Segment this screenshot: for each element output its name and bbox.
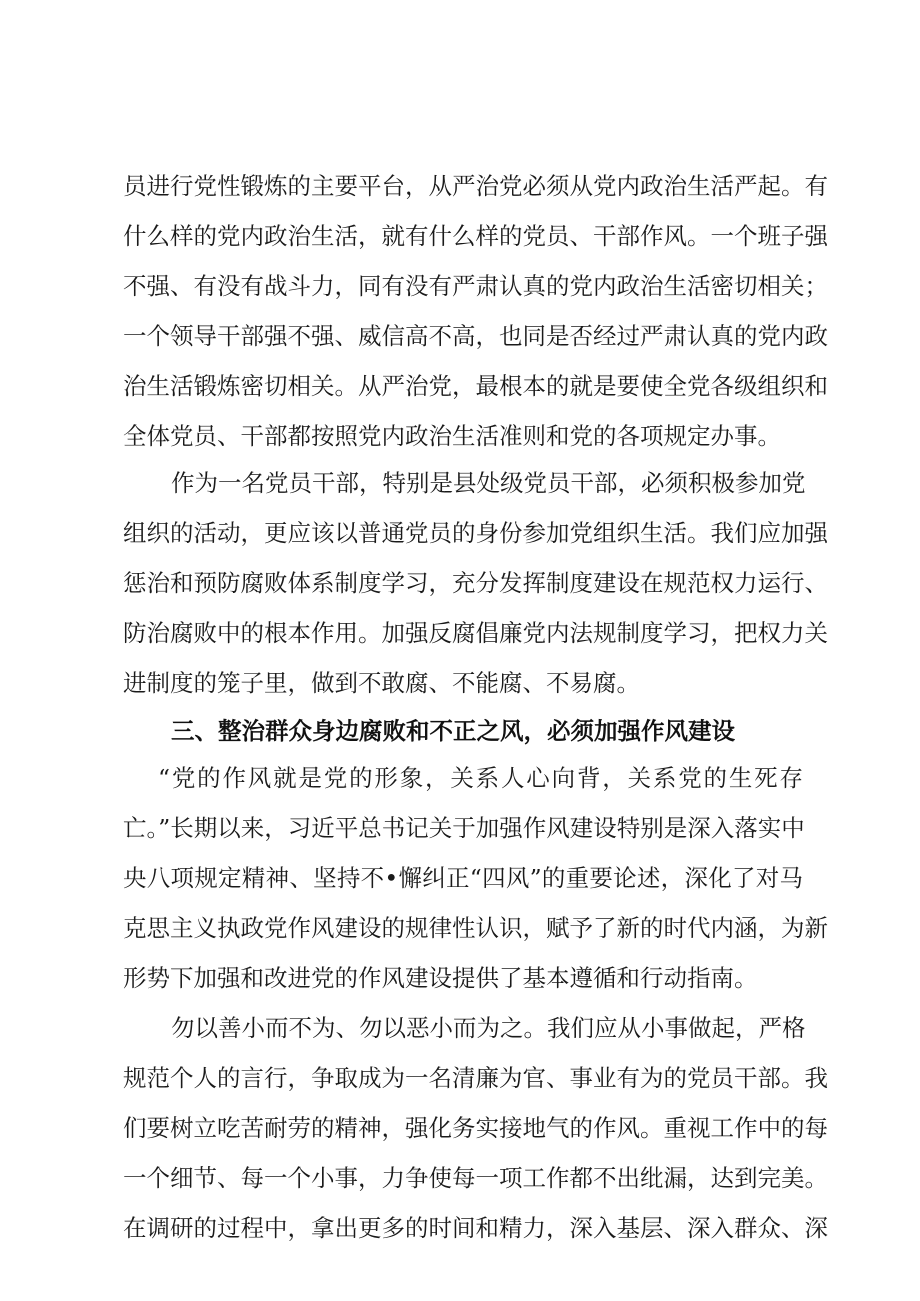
paragraph-1-line-2: 什么样的党内政治生活，就有什么样的党员、干部作风。一个班子强 (123, 222, 828, 250)
paragraph-4-line-2: 规范个人的言行，争取成为一名清廉为官、事业有为的党员干部。我 (123, 1064, 828, 1092)
paragraph-1-line-3: 不强、有没有战斗力，同有没有严肃认真的党内政治生活密切相关； (123, 272, 828, 300)
paragraph-3-line-5: 形势下加强和改进党的作风建设提供了基本遵循和行动指南。 (123, 964, 758, 992)
paragraph-1-line-4: 一个领导干部强不强、威信高不高，也同是否经过严肃认真的党内政 (123, 322, 828, 350)
paragraph-4-line-5: 在调研的过程中，拿出更多的时间和精力，深入基层、深入群众、深 (123, 1214, 828, 1242)
paragraph-3-line-4: 克思主义执政党作风建设的规律性认识，赋予了新的时代内涵，为新 (123, 914, 828, 942)
paragraph-1-line-1: 员进行党性锻炼的主要平台，从严治党必须从党内政治生活严起。有 (123, 172, 828, 200)
section-heading: 三、整治群众身边腐败和不正之风，必须加强作风建设 (171, 717, 735, 745)
paragraph-1-line-5: 治生活锻炼密切相关。从严治党，最根本的就是要使全党各级组织和 (123, 372, 828, 400)
paragraph-1-line-6: 全体党员、干部都按照党内政治生活准则和党的各项规定办事。 (123, 422, 781, 450)
paragraph-4-line-3: 们要树立吃苦耐劳的精神，强化务实接地气的作风。重视工作中的每 (123, 1114, 828, 1142)
paragraph-3-line-3: 央八项规定精神、坚持不•懈纠正“四风”的重要论述，深化了对马 (123, 864, 803, 892)
paragraph-2-line-4: 防治腐败中的根本作用。加强反腐倡廉党内法规制度学习，把权力关 (123, 619, 828, 647)
paragraph-2-line-1: 作为一名党员干部，特别是县处级党员干部，必须积极参加党 (171, 469, 806, 497)
paragraph-4-line-1: 勿以善小而不为、勿以恶小而为之。我们应从小事做起，严格 (171, 1014, 806, 1042)
paragraph-3-line-2: 亡。”长期以来，习近平总书记关于加强作风建设特别是深入落实中 (123, 814, 805, 842)
paragraph-2-line-5: 进制度的笼子里，做到不敢腐、不能腐、不易腐。 (123, 669, 640, 697)
paragraph-2-line-3: 惩治和预防腐败体系制度学习，充分发挥制度建设在规范权力运行、 (123, 569, 828, 597)
paragraph-4-line-4: 一个细节、每一个小事，力争使每一项工作都不出纰漏，达到完美。 (123, 1164, 828, 1192)
paragraph-2-line-2: 组织的活动，更应该以普通党员的身份参加党组织生活。我们应加强 (123, 519, 828, 547)
paragraph-3-line-1: “党的作风就是党的形象，关系人心向背，关系党的生死存 (158, 764, 803, 792)
